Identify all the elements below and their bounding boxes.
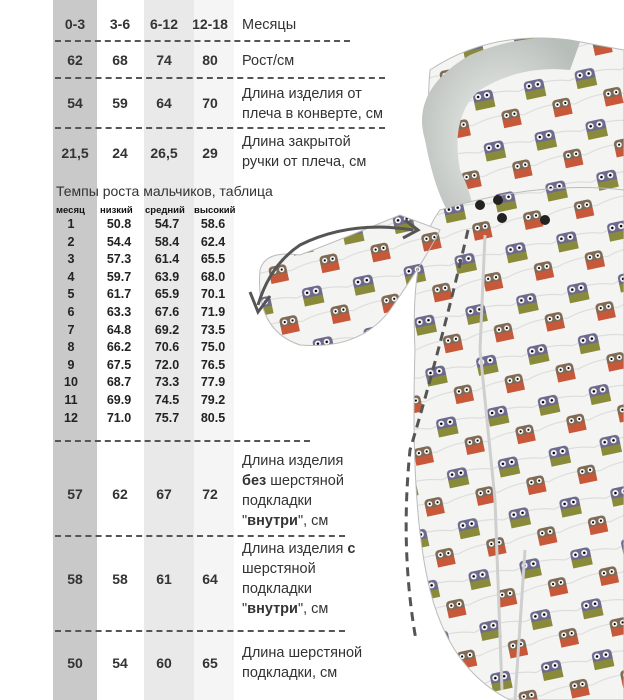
growth-cell-high: 58.6 [200, 217, 226, 231]
growth-cell-month: 1 [67, 217, 75, 231]
header-3-6: 3-6 [109, 16, 131, 32]
growth-cell-mid: 63.9 [154, 269, 180, 284]
growth-cell-low: 71.0 [106, 410, 132, 425]
growth-cell-high: 80.5 [200, 410, 226, 425]
cell-lining-length-3: 65 [202, 655, 218, 671]
label-line: шерстяной [242, 561, 316, 577]
growth-cell-month: 2 [67, 234, 75, 249]
growth-cell-month: 3 [67, 252, 75, 267]
label-line: плеча в конверте, см [242, 106, 384, 122]
label-line: Длина шерстяной [242, 645, 363, 661]
growth-cell-high: 73.5 [200, 322, 226, 337]
cell-lining-length-1: 54 [112, 655, 128, 671]
header-label-months: Месяцы [242, 17, 297, 33]
growth-table-title: Темпы роста мальчиков, таблица [56, 183, 273, 199]
label-text: ", см [297, 513, 329, 529]
label-line [242, 471, 344, 491]
label-text: Длина изделия [242, 541, 348, 557]
growth-cell-high: 70.1 [200, 287, 226, 302]
label-bold: без [242, 473, 267, 489]
cell-sleeve-length-0: 21,5 [61, 145, 89, 161]
growth-header-month: месяц [56, 205, 85, 216]
label-bold: с [347, 541, 356, 557]
label-bold: внутри [247, 601, 298, 617]
cell-envelope-length-1: 59 [112, 95, 128, 111]
growth-cell-low: 66.2 [106, 340, 132, 355]
growth-cell-month: 10 [64, 375, 78, 390]
growth-cell-low: 69.9 [106, 393, 132, 407]
growth-cell-low: 67.5 [106, 357, 132, 372]
growth-cell-high: 75.0 [200, 340, 226, 355]
label-line: Длина закрытой [242, 134, 351, 150]
growth-cell-low: 63.3 [106, 305, 132, 319]
header-12-18: 12-18 [192, 16, 228, 32]
growth-cell-mid: 65.9 [154, 287, 180, 302]
growth-cell-high: 76.5 [200, 357, 226, 372]
cell-length-with-lining-2: 61 [156, 571, 172, 587]
label-length-without-lining [242, 451, 344, 531]
label-text: " [242, 601, 248, 617]
growth-cell-month: 6 [67, 305, 75, 319]
growth-cell-month: 11 [64, 393, 78, 407]
growth-cell-high: 68.0 [200, 269, 226, 284]
label-lining-length [242, 643, 362, 683]
cell-length-without-lining-0: 57 [67, 486, 83, 502]
growth-cell-month: 12 [64, 410, 78, 425]
growth-header-low: низкий [100, 205, 133, 216]
cell-envelope-length-0: 54 [67, 95, 83, 111]
cell-envelope-length-3: 70 [202, 95, 218, 111]
growth-cell-mid: 61.4 [154, 252, 180, 267]
cell-height-1: 68 [112, 52, 128, 68]
label-text: шерстяной [266, 473, 344, 489]
label-line [242, 511, 344, 531]
label-line [242, 539, 355, 559]
divider [55, 440, 310, 442]
growth-cell-mid: 75.7 [154, 410, 180, 425]
cell-length-with-lining-0: 58 [67, 571, 83, 587]
cell-sleeve-length-3: 29 [202, 145, 218, 161]
cell-height-2: 74 [156, 52, 172, 68]
growth-cell-month: 8 [67, 340, 75, 355]
cell-height-0: 62 [67, 52, 83, 68]
cell-lining-length-2: 60 [156, 655, 172, 671]
cell-sleeve-length-2: 26,5 [150, 145, 178, 161]
growth-cell-low: 64.8 [106, 322, 132, 337]
label-line [242, 599, 355, 619]
growth-cell-mid: 73.3 [154, 375, 180, 390]
label-length-with-lining [242, 539, 355, 619]
growth-cell-low: 54.4 [106, 234, 132, 249]
cell-length-with-lining-3: 64 [202, 571, 218, 587]
label-line: подкладки [242, 493, 312, 509]
growth-cell-low: 50.8 [106, 217, 132, 231]
growth-cell-mid: 54.7 [154, 217, 180, 231]
growth-cell-low: 68.7 [106, 375, 132, 390]
label-line: подкладки, см [242, 665, 338, 681]
growth-cell-mid: 67.6 [154, 305, 180, 319]
label-height: Рост/см [242, 53, 295, 69]
growth-cell-high: 65.5 [200, 252, 226, 267]
growth-cell-high: 62.4 [200, 234, 226, 249]
growth-cell-month: 5 [67, 287, 75, 302]
growth-cell-mid: 74.5 [154, 393, 180, 407]
label-line: Длина изделия [242, 453, 344, 469]
growth-header-high: высокий [194, 205, 236, 216]
growth-cell-low: 61.7 [106, 287, 132, 302]
growth-cell-mid: 70.6 [154, 340, 180, 355]
label-line: подкладки [242, 581, 312, 597]
growth-cell-mid: 69.2 [154, 322, 180, 337]
growth-cell-month: 9 [67, 357, 75, 372]
growth-cell-high: 71.9 [200, 305, 226, 319]
growth-cell-mid: 72.0 [154, 357, 180, 372]
growth-cell-low: 57.3 [106, 252, 132, 267]
cell-envelope-length-2: 64 [156, 95, 172, 111]
growth-header-mid: средний [145, 205, 185, 216]
label-text: " [242, 513, 248, 529]
cell-height-3: 80 [202, 52, 218, 68]
growth-cell-mid: 58.4 [154, 234, 180, 249]
cell-lining-length-0: 50 [67, 655, 83, 671]
header-6-12: 6-12 [149, 16, 179, 32]
growth-cell-high: 77.9 [200, 375, 226, 390]
label-bold: внутри [247, 513, 298, 529]
divider [55, 630, 345, 632]
growth-cell-high: 79.2 [200, 393, 226, 407]
label-line: ручки от плеча, см [242, 154, 367, 170]
cell-length-without-lining-2: 67 [156, 486, 172, 502]
label-text: ", см [297, 601, 329, 617]
cell-length-without-lining-1: 62 [112, 486, 128, 502]
label-line: Длина изделия от [242, 86, 362, 102]
cell-length-without-lining-3: 72 [202, 486, 218, 502]
cell-sleeve-length-1: 24 [112, 145, 128, 161]
growth-cell-low: 59.7 [106, 269, 132, 284]
header-0-3: 0-3 [64, 16, 86, 32]
divider [55, 535, 345, 537]
growth-cell-month: 7 [67, 322, 75, 337]
growth-cell-month: 4 [67, 269, 75, 284]
cell-length-with-lining-1: 58 [112, 571, 128, 587]
